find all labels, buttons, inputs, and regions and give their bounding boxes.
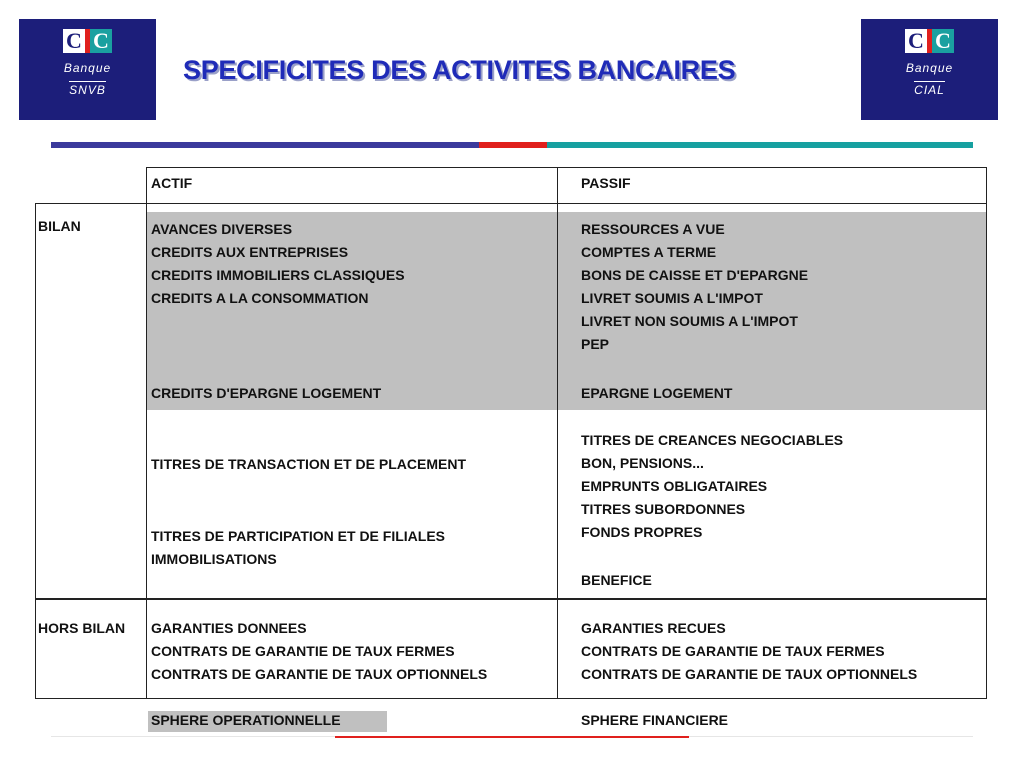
- passif-shaded-list: [581, 218, 808, 356]
- passif-titres-list: [581, 429, 843, 544]
- list-item: CONTRATS DE GARANTIE DE TAUX OPTIONNELS: [581, 666, 918, 682]
- hors-bilan-actif-list: [151, 617, 487, 686]
- list-item: BONS DE CAISSE ET D'EPARGNE: [581, 267, 809, 283]
- sphere-financiere-label: SPHERE FINANCIERE: [581, 712, 729, 728]
- header-actif: ACTIF: [151, 175, 193, 191]
- list-item: CONTRATS DE GARANTIE DE TAUX FERMES: [581, 643, 885, 659]
- list-item: PEP: [581, 336, 610, 352]
- list-item: LIVRET NON SOUMIS A L'IMPOT: [581, 313, 798, 329]
- list-item: COMPTES A TERME: [581, 244, 717, 260]
- separator-red: [479, 142, 547, 148]
- list-item: LIVRET SOUMIS A L'IMPOT: [581, 290, 763, 306]
- list-item: TITRES SUBORDONNES: [581, 501, 746, 517]
- list-item: EMPRUNTS OBLIGATAIRES: [581, 478, 768, 494]
- logo-letter-c: C: [905, 29, 927, 53]
- list-item: IMMOBILISATIONS: [151, 551, 277, 567]
- header-bottom-border: [35, 203, 987, 204]
- list-item: CREDITS A LA CONSOMMATION: [151, 290, 369, 306]
- separator-teal: [547, 142, 973, 148]
- page-title: SPECIFICITES DES ACTIVITES BANCAIRES: [183, 55, 736, 85]
- column-divider-middle: [557, 167, 558, 699]
- cic-cial-logo: [861, 19, 998, 120]
- cic-mark: [905, 29, 954, 53]
- actif-titres-participation-list: [151, 525, 445, 571]
- row-label-hors-bilan: HORS BILAN: [38, 620, 126, 636]
- actif-shaded-list: [151, 218, 405, 310]
- logo-line-1: Banque: [63, 61, 112, 75]
- sphere-operationnelle-label: SPHERE OPERATIONNELLE: [151, 712, 341, 728]
- list-item: CONTRATS DE GARANTIE DE TAUX FERMES: [151, 643, 455, 659]
- passif-benefice: BENEFICE: [581, 572, 652, 588]
- passif-epargne-logement: EPARGNE LOGEMENT: [581, 385, 733, 401]
- list-item: RESSOURCES A VUE: [581, 221, 725, 237]
- list-item: CREDITS AUX ENTREPRISES: [151, 244, 349, 260]
- list-item: GARANTIES RECUES: [581, 620, 726, 636]
- list-item: TITRES DE PARTICIPATION ET DE FILIALES: [151, 528, 446, 544]
- hors-bilan-passif-list: [581, 617, 917, 686]
- bilan-bottom-border: [35, 598, 987, 600]
- logo-line-2: CIAL: [914, 83, 945, 97]
- actif-titres-transaction: TITRES DE TRANSACTION ET DE PLACEMENT: [151, 456, 467, 472]
- logo-letter-c: C: [90, 29, 112, 53]
- logo-line-2: SNVB: [69, 83, 106, 97]
- table-top-border: [146, 167, 987, 168]
- table-bottom-border: [35, 698, 987, 699]
- list-item: CONTRATS DE GARANTIE DE TAUX OPTIONNELS: [151, 666, 488, 682]
- list-item: AVANCES DIVERSES: [151, 221, 293, 237]
- table-right-border: [986, 167, 987, 699]
- header-passif: PASSIF: [581, 175, 631, 191]
- logo-letter-c: C: [932, 29, 954, 53]
- bottom-red-rule: [335, 736, 689, 738]
- cic-mark: [63, 29, 112, 53]
- logo-line-1: Banque: [905, 61, 954, 75]
- list-item: CREDITS IMMOBILIERS CLASSIQUES: [151, 267, 405, 283]
- list-item: FONDS PROPRES: [581, 524, 703, 540]
- list-item: GARANTIES DONNEES: [151, 620, 307, 636]
- separator-navy: [51, 142, 479, 148]
- list-item: TITRES DE CREANCES NEGOCIABLES: [581, 432, 844, 448]
- row-label-bilan: BILAN: [38, 218, 81, 234]
- logo-letter-c: C: [63, 29, 85, 53]
- table-left-border: [35, 203, 36, 699]
- list-item: BON, PENSIONS...: [581, 455, 704, 471]
- actif-epargne-logement: CREDITS D'EPARGNE LOGEMENT: [151, 385, 382, 401]
- cic-snvb-logo: [19, 19, 156, 120]
- column-divider-label: [146, 167, 147, 699]
